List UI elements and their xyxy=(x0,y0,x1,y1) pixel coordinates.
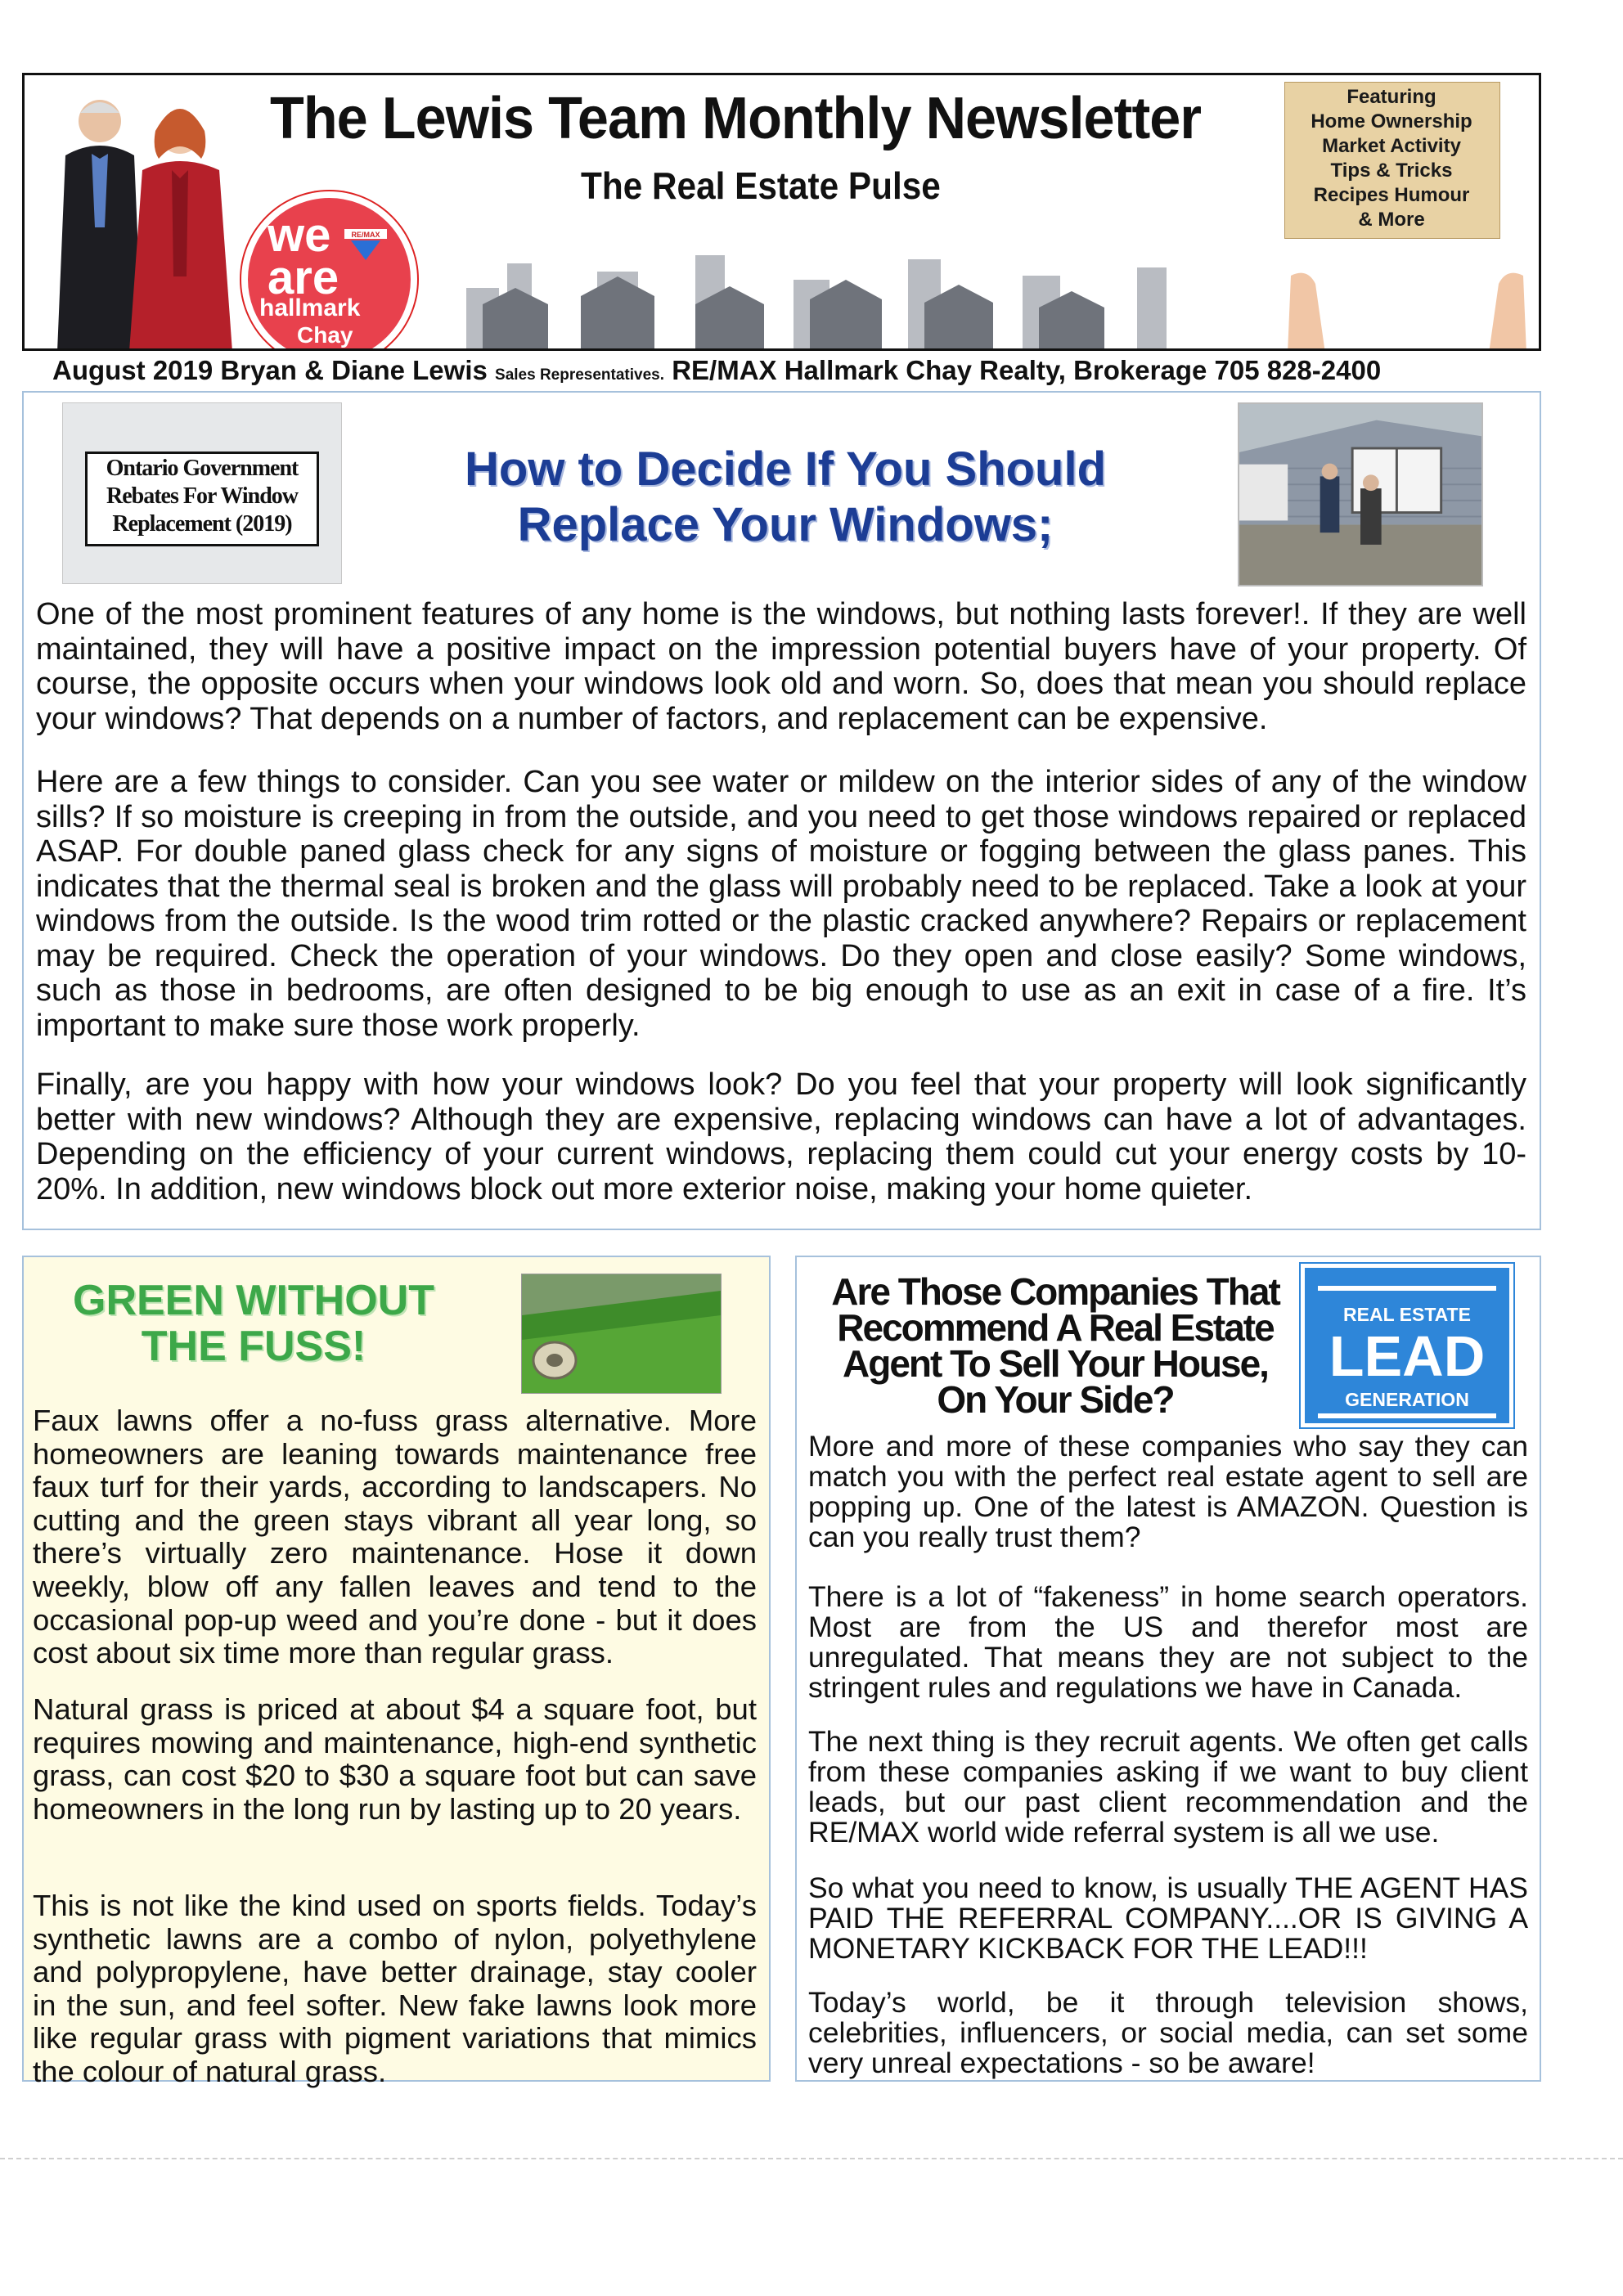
lead-paragraph: So what you need to know, is usually THE AGENT HAS PAID THE REFERRAL COMPANY....OR IS GIVING A MONETARY KICKBACK FOR THE LEAD!!! xyxy=(808,1871,1528,1965)
turf-roll-photo xyxy=(521,1274,722,1394)
chay-label: Chay xyxy=(297,322,353,348)
grass-paragraph: Natural grass is priced at about $4 a square foot, but requires mowing and maintenance, high-end synthetic grass, can cost $20 to $30 a square foot but can save homeowners in the long run by lasting up to 20 years. xyxy=(33,1692,757,1826)
windows-paragraph: Here are a few things to consider. Can you see water or mildew on the interior sides of any of the window sills? If so moisture is creeping in from the outside, and you need to get those windows repaired or replaced ASAP. For double paned glass check for any signs of moisture or fogging between the glass panes. This indicates that the thermal seal is broken and the glass will probably need to be replaced. Take a look at your windows from the outside. Is the wood trim rotted or the plastic cracked anywhere? Repairs or replacement may be required. Check the operation of your windows. Do they open and close easily? Some windows, such as those in bedrooms, are often designed to be big enough to use as an exit in case of a fire. It’s important to make sure those work properly. xyxy=(36,765,1526,1043)
svg-text:RE/MAX: RE/MAX xyxy=(351,231,380,239)
byline xyxy=(52,355,1541,386)
newsletter-title: The Lewis Team Monthly Newsletter xyxy=(270,86,1202,151)
windows-title-line: Replace Your Windows; xyxy=(517,498,1054,551)
featuring-item: Recipes Humour xyxy=(1313,184,1470,206)
windows-article-title xyxy=(384,442,1186,553)
featuring-item: Home Ownership xyxy=(1311,110,1472,133)
grass-title-line: THE FUSS! xyxy=(141,1323,366,1370)
featuring-item: & More xyxy=(1358,209,1425,231)
rebate-label: Ontario Government Rebates For Window Replacement (2019) xyxy=(106,456,299,537)
lead-paragraph: The next thing is they recruit agents. We often get calls from these companies asking if we want to buy client leads, but our past client recommendation and the RE/MAX world wide referral system is all we use. xyxy=(808,1725,1528,1849)
grass-paragraph: Faux lawns offer a no-fuss grass alternative. More homeowners are leaning towards maintenance free faux turf for their yards, according to landscapers. No cutting and the green stays vibrant all year long, so there’s virtually zero maintenance. Hose it down weekly, blow off any fallen leaves and tend to the occasional pop-up weed and you’re done - but it does cost about six time more than regular grass. xyxy=(33,1404,757,1670)
logo-line3: GENERATION xyxy=(1345,1389,1469,1410)
we-are-text: we are xyxy=(268,209,339,304)
logo-top-bar xyxy=(1318,1286,1496,1291)
lead-paragraph: There is a lot of “fakeness” in home search operators. Most are from the US and therefor most are unregulated. That means they are not subject to the stringent rules and regulations we have in Canada. xyxy=(808,1580,1528,1704)
featuring-item: Tips & Tricks xyxy=(1330,160,1453,182)
newsletter-subtitle: The Real Estate Pulse xyxy=(581,164,941,207)
grass-article-title xyxy=(33,1278,474,1369)
byline-role: Sales Representatives. xyxy=(495,366,665,384)
logo-line2: LEAD xyxy=(1329,1324,1486,1388)
featuring-list xyxy=(1284,85,1499,232)
remax-balloon-icon xyxy=(344,229,387,262)
featuring-item: Market Activity xyxy=(1322,135,1461,157)
featuring-item: Featuring xyxy=(1347,86,1436,108)
hallmark-label: hallmark xyxy=(259,294,361,321)
we-are-label xyxy=(268,209,339,304)
byline-brokerage: RE/MAX Hallmark Chay Realty, Brokerage 705 828-2400 xyxy=(664,355,1382,385)
lead-paragraph: More and more of these companies who say they can match you with the perfect real estate agent to sell are popping up. One of the latest is AMAZON. Question is can you really trust them? xyxy=(808,1430,1528,1553)
lead-generation-logo xyxy=(1301,1264,1513,1427)
logo-line1: REAL ESTATE xyxy=(1343,1304,1471,1325)
team-photo xyxy=(41,82,245,351)
lead-article-title: Are Those Companies That Recommend A Real Estate Agent To Sell Your House, On Your Side? xyxy=(831,1270,1279,1421)
skyline-graphic xyxy=(450,239,1284,351)
window-install-photo xyxy=(1238,402,1483,586)
remax-hallmark-badge xyxy=(241,191,417,351)
grass-title-line: GREEN WITHOUT xyxy=(73,1277,434,1324)
windows-title-line: How to Decide If You Should xyxy=(464,443,1107,496)
logo-bottom-bar xyxy=(1318,1413,1496,1418)
windows-paragraph: One of the most prominent features of any home is the windows, but nothing lasts forever!. If they are well maintained, they will have a positive impact on the impression potential buyers have of your property. Of course, the opposite occurs when your windows look old and worn. So, does that mean you should replace your windows? That depends on a number of factors, and replacement can be expensive. xyxy=(36,597,1526,736)
lead-paragraph: Today’s world, be it through television shows, celebrities, influencers, or social media, can set some very unreal expectations - so be aware! xyxy=(808,1986,1528,2079)
byline-date-names: August 2019 Bryan & Diane Lewis xyxy=(52,355,496,385)
page-divider xyxy=(0,2158,1623,2159)
windows-paragraph: Finally, are you happy with how your windows look? Do you feel that your property will look significantly better with new windows? Although they are expensive, replacing windows can have a lot of advantages. Depending on the efficiency of your current windows, replacing them could cut your energy costs by 10-20%. In addition, new windows block out more exterior noise, making your home quieter. xyxy=(36,1067,1526,1206)
grass-paragraph: This is not like the kind used on sports fields. Today’s synthetic lawns are a combo of nylon, polyethylene and polypropylene, have better drainage, stay cooler in the sun, and feel softer. New fake lawns look more like regular grass with pigment variations that mimics the colour of natural grass. xyxy=(33,1889,757,2088)
